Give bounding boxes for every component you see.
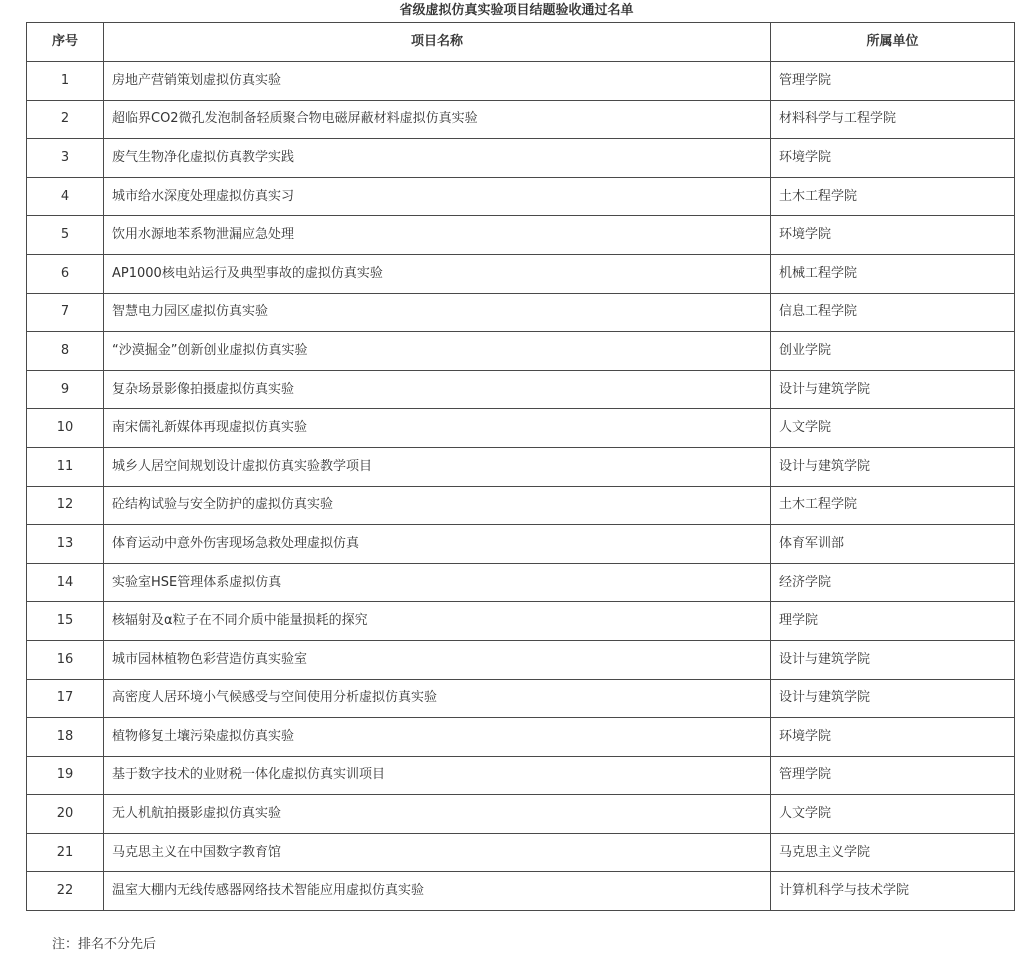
row-number-cell: 20 bbox=[27, 795, 104, 834]
table-row bbox=[27, 486, 1015, 525]
unit-cell: 管理学院 bbox=[771, 756, 1015, 795]
table-row bbox=[27, 216, 1015, 255]
unit-cell: 信息工程学院 bbox=[771, 293, 1015, 332]
table-row bbox=[27, 563, 1015, 602]
table-row bbox=[27, 293, 1015, 332]
project-name-cell: “沙漠掘金”创新创业虚拟仿真实验 bbox=[104, 332, 771, 371]
project-name-cell: 无人机航拍摄影虚拟仿真实验 bbox=[104, 795, 771, 834]
column-header-unit: 所属单位 bbox=[771, 23, 1015, 62]
project-name-cell: 智慧电力园区虚拟仿真实验 bbox=[104, 293, 771, 332]
unit-cell: 材料科学与工程学院 bbox=[771, 100, 1015, 139]
project-name-cell: 高密度人居环境小气候感受与空间使用分析虚拟仿真实验 bbox=[104, 679, 771, 718]
project-name-cell: 饮用水源地苯系物泄漏应急处理 bbox=[104, 216, 771, 255]
row-number-cell: 15 bbox=[27, 602, 104, 641]
unit-cell: 环境学院 bbox=[771, 216, 1015, 255]
project-name-cell: 体育运动中意外伤害现场急救处理虚拟仿真 bbox=[104, 525, 771, 564]
row-number-cell: 11 bbox=[27, 447, 104, 486]
row-number-cell: 6 bbox=[27, 254, 104, 293]
row-number-cell: 4 bbox=[27, 177, 104, 216]
project-name-cell: 南宋儒礼新媒体再现虚拟仿真实验 bbox=[104, 409, 771, 448]
row-number-cell: 8 bbox=[27, 332, 104, 371]
unit-cell: 管理学院 bbox=[771, 62, 1015, 101]
unit-cell: 土木工程学院 bbox=[771, 486, 1015, 525]
row-number-cell: 7 bbox=[27, 293, 104, 332]
project-name-cell: 废气生物净化虚拟仿真教学实践 bbox=[104, 139, 771, 178]
unit-cell: 创业学院 bbox=[771, 332, 1015, 371]
table-row bbox=[27, 756, 1015, 795]
unit-cell: 人文学院 bbox=[771, 409, 1015, 448]
project-name-cell: AP1000核电站运行及典型事故的虚拟仿真实验 bbox=[104, 254, 771, 293]
row-number-cell: 19 bbox=[27, 756, 104, 795]
table-row bbox=[27, 447, 1015, 486]
table-row bbox=[27, 370, 1015, 409]
page-title: 省级虚拟仿真实验项目结题验收通过名单 bbox=[399, 3, 634, 18]
project-name-cell: 房地产营销策划虚拟仿真实验 bbox=[104, 62, 771, 101]
column-header-no: 序号 bbox=[27, 23, 104, 62]
unit-cell: 马克思主义学院 bbox=[771, 833, 1015, 872]
unit-cell: 土木工程学院 bbox=[771, 177, 1015, 216]
table-row bbox=[27, 62, 1015, 101]
table-row bbox=[27, 139, 1015, 178]
row-number-cell: 16 bbox=[27, 640, 104, 679]
project-name-cell: 城市给水深度处理虚拟仿真实习 bbox=[104, 177, 771, 216]
unit-cell: 计算机科学与技术学院 bbox=[771, 872, 1015, 911]
table-row bbox=[27, 602, 1015, 641]
row-number-cell: 18 bbox=[27, 718, 104, 757]
row-number-cell: 21 bbox=[27, 833, 104, 872]
row-number-cell: 12 bbox=[27, 486, 104, 525]
project-name-cell: 砼结构试验与安全防护的虚拟仿真实验 bbox=[104, 486, 771, 525]
row-number-cell: 14 bbox=[27, 563, 104, 602]
project-name-cell: 超临界CO2微孔发泡制备轻质聚合物电磁屏蔽材料虚拟仿真实验 bbox=[104, 100, 771, 139]
unit-cell: 体育军训部 bbox=[771, 525, 1015, 564]
unit-cell: 设计与建筑学院 bbox=[771, 679, 1015, 718]
table-row bbox=[27, 872, 1015, 911]
row-number-cell: 13 bbox=[27, 525, 104, 564]
unit-cell: 设计与建筑学院 bbox=[771, 370, 1015, 409]
row-number-cell: 2 bbox=[27, 100, 104, 139]
unit-cell: 机械工程学院 bbox=[771, 254, 1015, 293]
unit-cell: 理学院 bbox=[771, 602, 1015, 641]
table-row bbox=[27, 100, 1015, 139]
project-name-cell: 城市园林植物色彩营造仿真实验室 bbox=[104, 640, 771, 679]
row-number-cell: 9 bbox=[27, 370, 104, 409]
project-name-cell: 核辐射及α粒子在不同介质中能量损耗的探究 bbox=[104, 602, 771, 641]
unit-cell: 设计与建筑学院 bbox=[771, 447, 1015, 486]
table-row bbox=[27, 679, 1015, 718]
table-row bbox=[27, 332, 1015, 371]
unit-cell: 设计与建筑学院 bbox=[771, 640, 1015, 679]
project-name-cell: 温室大棚内无线传感器网络技术智能应用虚拟仿真实验 bbox=[104, 872, 771, 911]
project-name-cell: 基于数字技术的业财税一体化虚拟仿真实训项目 bbox=[104, 756, 771, 795]
table-row bbox=[27, 177, 1015, 216]
table-row bbox=[27, 795, 1015, 834]
row-number-cell: 10 bbox=[27, 409, 104, 448]
table-row bbox=[27, 525, 1015, 564]
row-number-cell: 5 bbox=[27, 216, 104, 255]
unit-cell: 经济学院 bbox=[771, 563, 1015, 602]
project-name-cell: 城乡人居空间规划设计虚拟仿真实验教学项目 bbox=[104, 447, 771, 486]
project-name-cell: 实验室HSE管理体系虚拟仿真 bbox=[104, 563, 771, 602]
unit-cell: 环境学院 bbox=[771, 718, 1015, 757]
unit-cell: 人文学院 bbox=[771, 795, 1015, 834]
project-name-cell: 植物修复土壤污染虚拟仿真实验 bbox=[104, 718, 771, 757]
row-number-cell: 22 bbox=[27, 872, 104, 911]
row-number-cell: 1 bbox=[27, 62, 104, 101]
table-row bbox=[27, 409, 1015, 448]
table-header-row bbox=[27, 23, 1015, 62]
project-table bbox=[26, 22, 1015, 911]
project-name-cell: 马克思主义在中国数字教育馆 bbox=[104, 833, 771, 872]
footnote: 注：排名不分先后 bbox=[52, 937, 157, 952]
project-name-cell: 复杂场景影像拍摄虚拟仿真实验 bbox=[104, 370, 771, 409]
row-number-cell: 3 bbox=[27, 139, 104, 178]
table-row bbox=[27, 833, 1015, 872]
row-number-cell: 17 bbox=[27, 679, 104, 718]
column-header-name: 项目名称 bbox=[104, 23, 771, 62]
table-row bbox=[27, 718, 1015, 757]
table-row bbox=[27, 640, 1015, 679]
unit-cell: 环境学院 bbox=[771, 139, 1015, 178]
table-body bbox=[27, 62, 1015, 911]
table-row bbox=[27, 254, 1015, 293]
